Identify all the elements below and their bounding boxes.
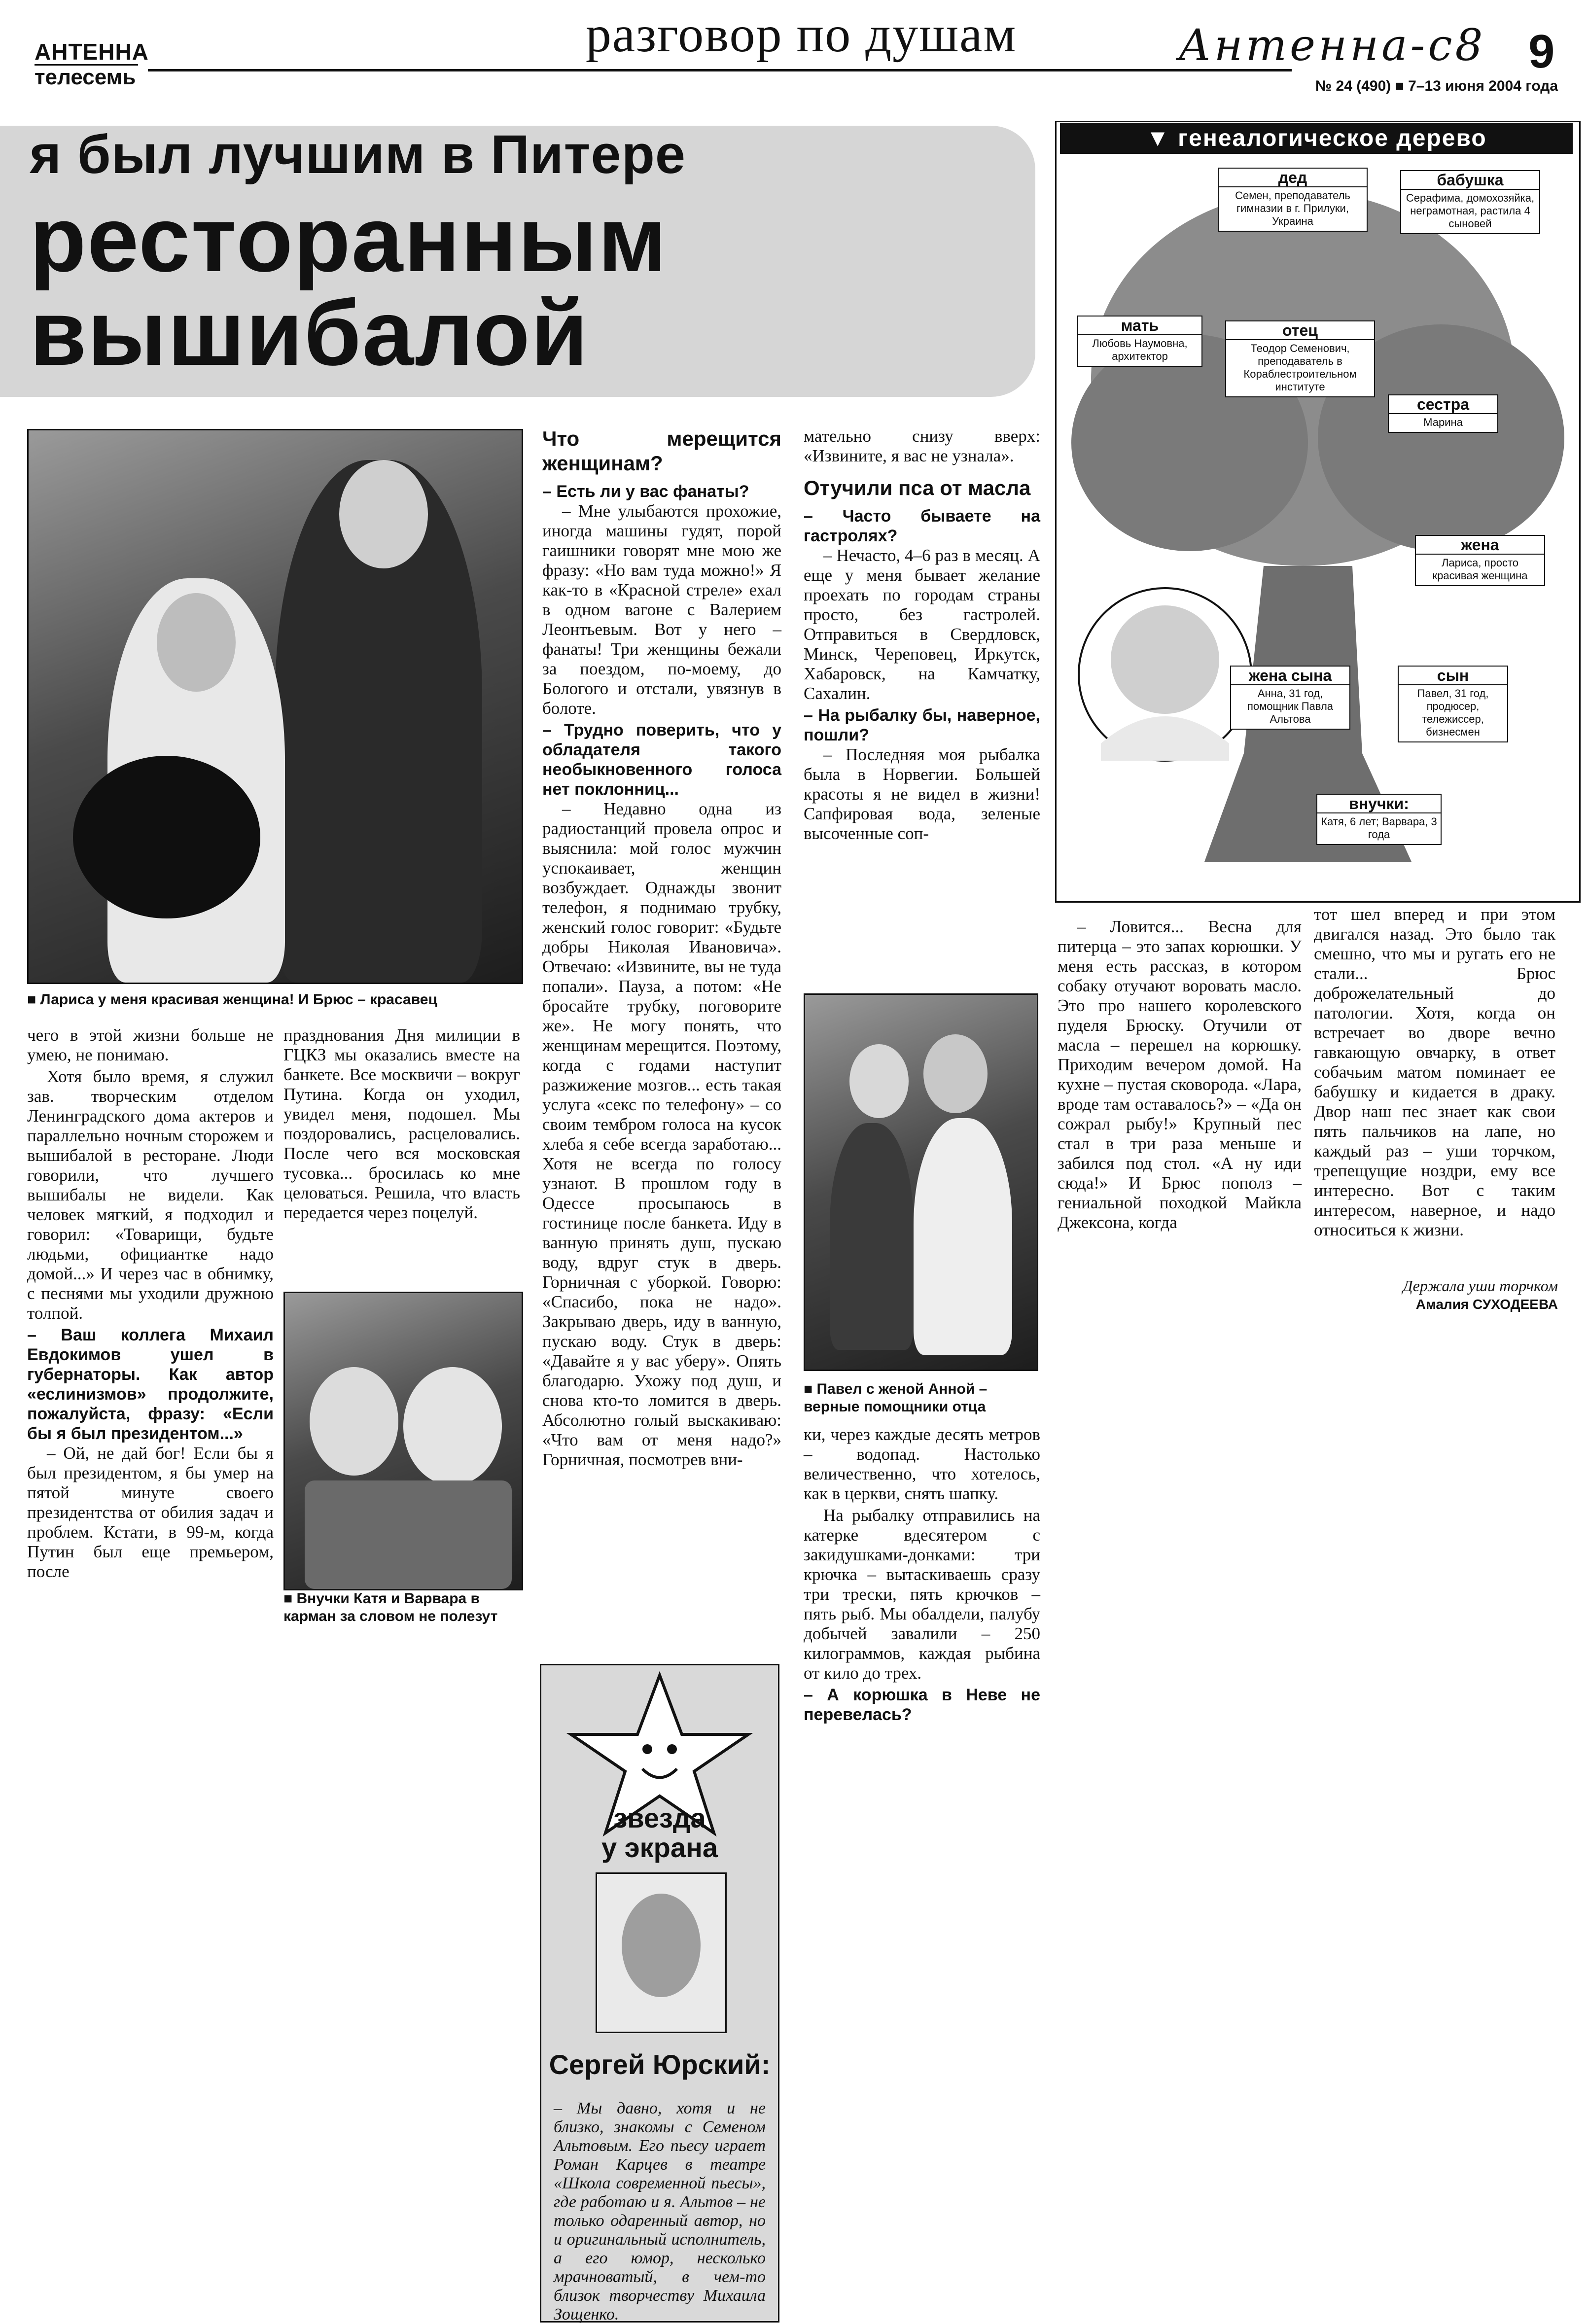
interview-question: – Есть ли у вас фанаты? xyxy=(542,482,749,501)
interview-question: – Ваш коллега Михаил Евдокимов ушел в губернаторы. Как автор «еслинизмов» продолжите, пожалуйста, фразу: «Если бы я был президентом...» xyxy=(27,1326,274,1443)
section-title: разговор по душам xyxy=(585,6,1017,63)
col4-paragraph: – Последняя моя рыбалка была в Норвегии. Большей красоты я не видел в жизни! Сапфировая вода, зеленые высоченные соп- xyxy=(804,745,1040,843)
headline-line1: я был лучшим в Питере xyxy=(30,124,686,185)
tree-card-grandmother: бабушка Серафима, домохозяйка, неграмотная, растила 4 сыновей xyxy=(1400,170,1540,234)
interview-question: – Часто бываете на гастролях? xyxy=(804,507,1040,545)
photo-man-figure xyxy=(914,1118,1012,1355)
article-column-4b xyxy=(804,1425,1040,1770)
col3-paragraph: – Недавно одна из радиостанций провела опрос и выяснила: мой голос мужчин успокаивает, женщин возбуждает. Однажды звонит телефон, я поднимаю трубку, женский голос говорит: «Будьте добры Николая Ивановича». Отвечаю: «Извините, вы не туда попали». Пауза, а потом: «Не бросайте трубку, поговорите же». Не могу понять, что женщинам мерещится. Поэтому, когда с годами наступит разжижение мозгов... есть такая услуга «секс по телефону» – со своим тембром голоса на кусок хлеба я себе всегда заработаю... Хотя не всегда по голосу узнают. В прошлом году в Одессе просыпаюсь в гостинице после банкета. Иду в ванную принять душ, пускаю воду, вдруг стук в дверь. Горничная с уборкой. Говорю: «Спасибо, пока не надо». Закрываю дверь, иду в ванную, пускаю воду. Стук в дверь: «Давайте я у вас уберу». Опять благодарю. Ухожу под душ, и снова кто-то ломится в дверь. Абсолютно голый выскакиваю: «Что вам от меня надо?» Горничная, посмотрев вни- xyxy=(542,799,781,1469)
byline-line: Держала уши торчком xyxy=(1403,1277,1558,1295)
photo-girl-face xyxy=(310,1367,398,1476)
tree-illustration xyxy=(1057,122,1579,901)
interview-question: – Трудно поверить, что у обладателя такого необыкновенного голоса нет поклонниц... xyxy=(542,721,781,799)
photo-yursky-face xyxy=(622,1894,701,1997)
tree-card-daughter-in-law: жена сына Анна, 31 год, помощник Павла Альтова xyxy=(1230,666,1350,730)
col1-paragraph: чего в этой жизни больше не умею, не понимаю. xyxy=(27,1025,274,1064)
col2-paragraph: празднования Дня милиции в ГЦКЗ мы оказались вместе на банкете. Все москвичи – вокруг Путина. Когда он уходил, увидел меня, подошел. Мы поздоровались, расцеловались. После чего вся московская тусовка... бросилась ко мне целоваться. Решила, что власть передается через поцелуй. xyxy=(283,1025,520,1222)
caption-granddaughters: ■ Внучки Катя и Варвара в карман за словом не полезут xyxy=(283,1590,498,1624)
photo-girl-face xyxy=(403,1367,502,1485)
col4-paragraph: – Нечасто, 4–6 раз в месяц. А еще у меня бывает желание проехать по городам страны просто, без гастролей. Отправиться в Свердловск, Минск, Череповец, Иркутск, Хабаровск, на Камчатку, Сахалин. xyxy=(804,546,1040,703)
photo-yursky xyxy=(596,1872,727,2033)
photo-granddaughters xyxy=(283,1292,523,1590)
star-quote: – Мы давно, хотя и не близко, знакомы с Семеном Альтовым. Его пьесу играет Роман Карцев в театре «Школа современной пьесы», где работаю и я. Альтов – не только одаренный автор, но и оригинальный исполнитель, а его юмор, несколько мрачноватый, в чем-то близок творчеству Михаила Зощенко. xyxy=(554,2099,766,2324)
photo-girls-bodies xyxy=(305,1480,512,1589)
star-label-line2: у экрана xyxy=(601,1832,718,1863)
article-column-2 xyxy=(283,1025,520,1252)
tree-card-father: отец Теодор Семенович, преподаватель в Кораблестроительном институте xyxy=(1225,320,1375,397)
byline-name: Амалия СУХОДЕЕВА xyxy=(1415,1297,1558,1312)
headline-line2: ресторанным xyxy=(30,187,668,291)
tree-card-granddaughters: внучки: Катя, 6 лет; Варвара, 3 года xyxy=(1316,794,1442,845)
photo-man-face xyxy=(339,460,428,568)
col1-paragraph: – Ой, не дай бог! Если бы я был президентом, я бы умер на пятой минуте своего президентства от обилия задач и проблем. Кстати, в 99-м, когда Путин был еще премьером, после xyxy=(27,1444,274,1581)
family-tree-header: ▼ генеалогическое дерево xyxy=(1060,123,1573,154)
subheading: Что мерещится женщинам? xyxy=(542,427,781,475)
star-sidebar xyxy=(540,1664,779,2323)
col4-paragraph: ки, через каждые десять метров – водопад. Настолько величественно, что хотелось, как в церкви, снять шапку. xyxy=(804,1425,1040,1503)
article-column-4 xyxy=(804,426,1040,964)
tree-card-mother: мать Любовь Наумовна, архитектор xyxy=(1077,316,1202,367)
interview-question: – На рыбалку бы, наверное, пошли? xyxy=(804,706,1040,744)
photo-couple-with-dog xyxy=(27,429,523,984)
photo-son-with-wife xyxy=(804,993,1038,1371)
tree-card-wife: жена Лариса, просто красивая женщина xyxy=(1415,535,1545,586)
photo-woman-figure xyxy=(830,1123,914,1350)
article-column-6 xyxy=(1314,905,1555,1289)
portrait-face xyxy=(1111,605,1219,714)
interview-question: – А корюшка в Неве не перевелась? xyxy=(804,1686,1040,1724)
publication-logo xyxy=(35,39,149,99)
issue-info: № 24 (490) ■ 7–13 июня 2004 года xyxy=(1315,78,1558,94)
article-column-3 xyxy=(542,426,781,1580)
col5-paragraph: – Ловится... Весна для питерца – это запах корюшки. У меня есть рассказ, в котором собаку отучают воровать масло. Это про нашего королевского пуделя Брюску. Отучили от масла – перешел на корюшку. Приходим вечером домой. На кухне – пустая сковорода. «Лара, вроде там оставалось?» – «Да он сожрал рыбу!» Крупный пес стал в три раза меньше и забился под стол. «А ну иди сюда!» И Брюс пополз – гениальной походкой Майкла Джексона, когда xyxy=(1058,917,1302,1232)
col3-paragraph: – Мне улыбаются прохожие, иногда машины гудят, порой гаишники говорят мне мою же фразу: «Но вам туда можно!» Я как-то в «Красной стреле» ехал в одном вагоне с Валерием Леонтьевым. Вот у него – фанаты! Три женщины бежали за поездом, по-моему, до Бологого и отстали, увязнув в болоте. xyxy=(542,501,781,718)
star-name: Сергей Юрский: xyxy=(549,2049,771,2080)
tree-card-grandfather: дед Семен, преподаватель гимназии в г. Прилуки, Украина xyxy=(1218,168,1368,232)
col4-paragraph: мательно снизу вверх: «Извините, я вас не узнала». xyxy=(804,426,1040,465)
caption-son-photo: ■ Павел с женой Анной – верные помощники отца xyxy=(804,1381,988,1415)
handwritten-note: Антенна-с8 xyxy=(1178,20,1486,70)
logo-line2: телесемь xyxy=(35,64,138,89)
col1-paragraph: Хотя было время, я служил зав. творческим отделом Ленинградского дома актеров и параллельно ночным сторожем и вышибалой в ресторане. Люди говорили, что лучшего вышибалы не видели. Как человек мягкий, я подходил и говорил: «Товарищи, будьте людьми, официантке надо домой...» И через час в обнимку, с песнями мы уходили дружною толпой. xyxy=(27,1067,274,1323)
photo-dog xyxy=(73,756,260,918)
col4-paragraph: На рыбалку отправились на катерке вдесятером с закидушками-донками: три крючка – вытаскиваешь сразу три трески, пять крючков – пять рыб. Мы обалдели, палубу добычей завалили – 250 килограммов, каждая рыбина от кило до трех. xyxy=(804,1506,1040,1683)
photo-man-face xyxy=(923,1034,988,1113)
caption-main-photo: ■ Лариса у меня красивая женщина! И Брюс – красавец xyxy=(27,991,437,1008)
tree-card-son: сын Павел, 31 год, продюсер, тележиссер, бизнесмен xyxy=(1398,666,1508,742)
col6-paragraph: тот шел вперед и при этом двигался назад. Это было так смешно, что мы и ругать его не стали... Брюс доброжелательный до патологии. Хотя, когда он встречает во дворе вечно гавкающую овчарку, в ответ собачьим матом поминает ее бабушку и кидается в драку. Двор наш пес знает как свои пять пальчиков на лапе, но каждый раз – уши торчком, трепещущие ноздри, ему все интересно. Вот с таким интересом, наверное, и надо относиться к жизни. xyxy=(1314,905,1555,1239)
star-label-line1: звезда xyxy=(613,1802,706,1833)
tree-card-sister: сестра Марина xyxy=(1388,394,1498,433)
article-column-5 xyxy=(1058,917,1302,1292)
family-tree-box xyxy=(1055,121,1581,903)
article-column-1 xyxy=(27,1025,274,1617)
logo-line1: АНТЕННА xyxy=(35,39,149,65)
page-number: 9 xyxy=(1528,25,1555,78)
subheading: Отучили пса от масла xyxy=(804,476,1031,499)
section-rule xyxy=(148,69,1292,71)
photo-woman-face xyxy=(157,593,236,692)
headline-line3: вышибалой xyxy=(30,281,589,385)
photo-woman-face xyxy=(849,1044,909,1118)
